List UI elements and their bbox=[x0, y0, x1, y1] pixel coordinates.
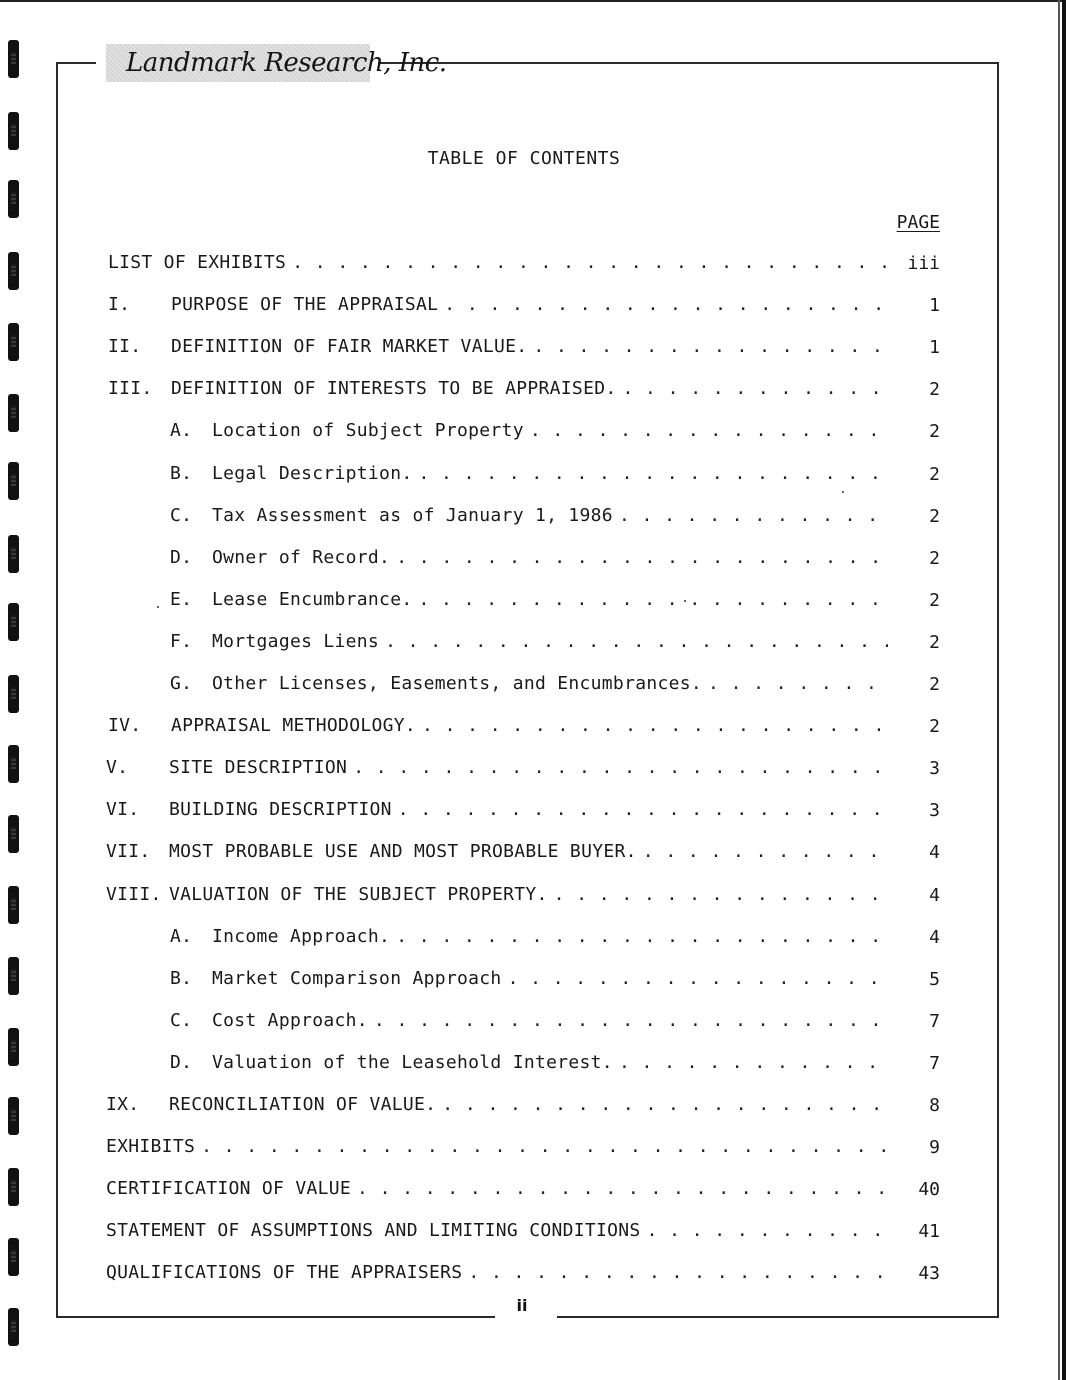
toc-entry-title: Location of Subject Property bbox=[212, 420, 524, 441]
dot-leader bbox=[619, 1052, 888, 1073]
dot-leader bbox=[418, 463, 888, 484]
toc-subentry bbox=[170, 420, 888, 446]
toc-entry-page: 7 bbox=[929, 1011, 940, 1032]
toc-entry-number: V. bbox=[106, 757, 129, 778]
toc-entry-title: DEFINITION OF FAIR MARKET VALUE. bbox=[171, 336, 528, 357]
dot-leader bbox=[444, 294, 888, 315]
toc-entry-page: 3 bbox=[929, 758, 940, 779]
toc-entry-title: VALUATION OF THE SUBJECT PROPERTY. bbox=[169, 884, 548, 905]
toc-entry bbox=[108, 294, 888, 320]
toc-entry-page: 1 bbox=[929, 337, 940, 358]
toc-entry-title: Cost Approach. bbox=[212, 1010, 368, 1031]
scan-speck bbox=[684, 600, 686, 602]
company-logo: Landmark Research, Inc. bbox=[106, 44, 370, 82]
toc-entry-number: C. bbox=[170, 1010, 193, 1031]
toc-entry-title: SITE DESCRIPTION bbox=[169, 757, 348, 778]
toc-entry bbox=[106, 757, 888, 783]
toc-entry-number: B. bbox=[170, 968, 193, 989]
toc-entry-page: 41 bbox=[918, 1221, 940, 1242]
toc-entry bbox=[108, 336, 888, 362]
toc-entry-number: II. bbox=[108, 336, 142, 357]
toc-entry-title: DEFINITION OF INTERESTS TO BE APPRAISED. bbox=[171, 378, 617, 399]
dot-leader bbox=[418, 589, 888, 610]
toc-entry-title: CERTIFICATION OF VALUE bbox=[106, 1178, 352, 1199]
toc-entry bbox=[106, 799, 888, 825]
toc-subentry bbox=[170, 589, 888, 615]
dot-leader bbox=[374, 1010, 888, 1031]
toc-entry-title: LIST OF EXHIBITS bbox=[108, 252, 287, 273]
dot-leader bbox=[533, 336, 888, 357]
toc-entry-title: EXHIBITS bbox=[106, 1136, 196, 1157]
dot-leader bbox=[708, 673, 888, 694]
dot-leader bbox=[396, 926, 888, 947]
toc-entry-page: 2 bbox=[929, 674, 940, 695]
toc-entry bbox=[108, 715, 888, 741]
toc-entry-number: IV. bbox=[108, 715, 142, 736]
toc-entry bbox=[106, 1178, 888, 1204]
toc-entry-number: III. bbox=[108, 378, 153, 399]
toc-entry-page: 5 bbox=[929, 969, 940, 990]
dot-leader bbox=[643, 841, 888, 862]
toc-subentry bbox=[170, 463, 888, 489]
toc-entry-page: 40 bbox=[918, 1179, 940, 1200]
toc-entry-number: VI. bbox=[106, 799, 140, 820]
toc-subentry bbox=[170, 505, 888, 531]
dot-leader bbox=[468, 1262, 888, 1283]
toc-entry bbox=[106, 1136, 888, 1162]
dot-leader bbox=[619, 505, 888, 526]
toc-entry bbox=[106, 1220, 888, 1246]
toc-entry-page: 1 bbox=[929, 295, 940, 316]
toc-entry-page: 9 bbox=[929, 1137, 940, 1158]
toc-entry-number: C. bbox=[170, 505, 193, 526]
toc-entry bbox=[106, 841, 888, 867]
toc-entry-title: Mortgages Liens bbox=[212, 631, 380, 652]
toc-entry-page: 4 bbox=[929, 842, 940, 863]
toc-entry-title: QUALIFICATIONS OF THE APPRAISERS bbox=[106, 1262, 463, 1283]
toc-entry-page: 2 bbox=[929, 632, 940, 653]
toc-subentry bbox=[170, 673, 888, 699]
toc-subentry bbox=[170, 547, 888, 573]
toc-entry-title: RECONCILIATION OF VALUE. bbox=[169, 1094, 437, 1115]
toc-entry bbox=[106, 1094, 888, 1120]
toc-entry-number: A. bbox=[170, 420, 193, 441]
toc-entry bbox=[108, 378, 888, 404]
document-title: TABLE OF CONTENTS bbox=[427, 148, 621, 169]
dot-leader bbox=[385, 631, 888, 652]
toc-entry-title: PURPOSE OF THE APPRAISAL bbox=[171, 294, 439, 315]
dot-leader bbox=[398, 799, 888, 820]
toc-subentry bbox=[170, 968, 888, 994]
dot-leader bbox=[357, 1178, 888, 1199]
toc-entry-number: I. bbox=[108, 294, 131, 315]
dot-leader bbox=[622, 378, 888, 399]
toc-entry-page: 2 bbox=[929, 464, 940, 485]
toc-entry-title: STATEMENT OF ASSUMPTIONS AND LIMITING CONDITIONS bbox=[106, 1220, 641, 1241]
toc-entry-title: MOST PROBABLE USE AND MOST PROBABLE BUYER. bbox=[169, 841, 637, 862]
toc-entry-page: 2 bbox=[929, 506, 940, 527]
toc-entry-page: 2 bbox=[929, 379, 940, 400]
toc-entry-title: BUILDING DESCRIPTION bbox=[169, 799, 392, 820]
toc-entry-page: 4 bbox=[929, 927, 940, 948]
toc-entry-number: VIII. bbox=[106, 884, 162, 905]
toc-entry-title: Legal Description. bbox=[212, 463, 413, 484]
toc-entry-number: VII. bbox=[106, 841, 151, 862]
dot-leader bbox=[201, 1136, 888, 1157]
toc-entry-page: iii bbox=[907, 253, 940, 274]
toc-entry-page: 43 bbox=[918, 1263, 940, 1284]
toc-entry-number: D. bbox=[170, 1052, 193, 1073]
toc-entry-number: A. bbox=[170, 926, 193, 947]
dot-leader bbox=[353, 757, 888, 778]
dot-leader bbox=[422, 715, 888, 736]
toc-entry-title: Income Approach. bbox=[212, 926, 391, 947]
toc-entry-page: 3 bbox=[929, 800, 940, 821]
dot-leader bbox=[554, 884, 888, 905]
toc-entry-number: B. bbox=[170, 463, 193, 484]
toc-entry-title: Market Comparison Approach bbox=[212, 968, 502, 989]
toc-entry bbox=[108, 252, 888, 278]
toc-subentry bbox=[170, 926, 888, 952]
toc-entry-number: E. bbox=[170, 589, 193, 610]
toc-entry-title: Owner of Record. bbox=[212, 547, 391, 568]
dot-leader bbox=[508, 968, 888, 989]
toc-entry-title: APPRAISAL METHODOLOGY. bbox=[171, 715, 417, 736]
toc-entry-number: F. bbox=[170, 631, 193, 652]
toc-entry-title: Other Licenses, Easements, and Encumbrances. bbox=[212, 673, 703, 694]
dot-leader bbox=[647, 1220, 888, 1241]
toc-entry-title: Valuation of the Leasehold Interest. bbox=[212, 1052, 613, 1073]
footer-page-number: ii bbox=[516, 1296, 528, 1315]
toc-entry-page: 8 bbox=[929, 1095, 940, 1116]
toc-entry-page: 2 bbox=[929, 421, 940, 442]
dot-leader bbox=[530, 420, 888, 441]
dot-leader bbox=[292, 252, 888, 273]
scan-speck bbox=[157, 606, 159, 608]
dot-leader bbox=[396, 547, 888, 568]
toc-entry bbox=[106, 884, 888, 910]
page-column-heading: PAGE bbox=[896, 212, 940, 233]
toc-entry bbox=[106, 1262, 888, 1288]
toc-subentry bbox=[170, 631, 888, 657]
dot-leader bbox=[442, 1094, 888, 1115]
toc-entry-number: D. bbox=[170, 547, 193, 568]
toc-entry-title: Lease Encumbrance. bbox=[212, 589, 413, 610]
toc-entry-page: 7 bbox=[929, 1053, 940, 1074]
toc-entry-title: Tax Assessment as of January 1, 1986 bbox=[212, 505, 613, 526]
toc-entry-number: IX. bbox=[106, 1094, 140, 1115]
toc-entry-page: 2 bbox=[929, 590, 940, 611]
toc-entry-page: 2 bbox=[929, 548, 940, 569]
scan-speck bbox=[842, 491, 844, 493]
toc-entry-number: G. bbox=[170, 673, 193, 694]
toc-entry-page: 2 bbox=[929, 716, 940, 737]
toc-subentry bbox=[170, 1010, 888, 1036]
toc-subentry bbox=[170, 1052, 888, 1078]
toc-entry-page: 4 bbox=[929, 885, 940, 906]
